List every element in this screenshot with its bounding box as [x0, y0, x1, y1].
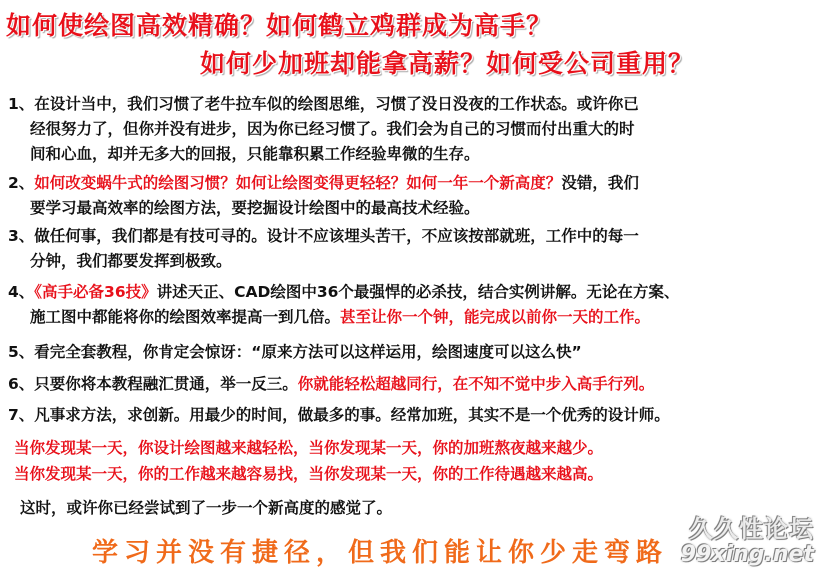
point-4-prefix: 4、 [8, 283, 35, 301]
watermark-url: 99xing.net [680, 542, 814, 567]
point-4-line-2-plain: 施工图中都能将你的绘图效率提高一到几倍。 [30, 308, 341, 326]
point-6-plain: 6、只要你将本教程融汇贯通，举一反三。 [8, 375, 298, 393]
headline-line-1: 如何使绘图高效精确？如何鹤立鸡群成为高手？ [6, 11, 553, 40]
point-4-line-2-highlight: 甚至让你一个钟，能完成以前你一天的工作。 [340, 308, 651, 326]
point-2-rest: 没错，我们 [561, 174, 639, 192]
point-3-line-2: 分钟，我们都要发挥到极致。 [30, 252, 232, 270]
slogan: 学习并没有捷径，但我们能让你少走弯路 [92, 538, 669, 568]
point-6-highlight: 你就能轻松超越同行，在不知不觉中步入高手行列。 [297, 375, 655, 393]
point-2-highlight: 如何改变蜗牛式的绘图习惯？如何让绘图变得更轻轻？如何一年一个新高度？ [34, 174, 562, 192]
watermark-cn: 久久性论坛 [689, 515, 814, 543]
point-7: 7、凡事求方法，求创新。用最少的时间，做最多的事。经常加班，其实不是一个优秀的设计师。 [8, 406, 670, 424]
point-4-highlight: 《高手必备36技》 [34, 283, 157, 301]
point-4-line-1 [8, 280, 679, 302]
point-1-line-3: 间和心血，却并无多大的回报，只能靠积累工作经验卑微的生存。 [30, 145, 480, 163]
point-3-line-1: 3、做任何事，我们都是有技可寻的。设计不应该埋头苦干，不应该按部就班，工作中的每一 [8, 227, 639, 245]
point-2-line-2: 要学习最高效率的绘图方法，要挖掘设计绘图中的最高技术经验。 [30, 199, 480, 217]
closing-line: 这时，或许你已经尝试到了一步一个新高度的感觉了。 [20, 499, 393, 517]
headline-line-2: 如何少加班却能拿高薪？如何受公司重用？ [200, 49, 695, 78]
point-4-rest: 讲述天正、CAD绘图中36个最强悍的必杀技，结合实例讲解。无论在方案、 [156, 283, 680, 301]
point-1-line-2: 经很努力了，但你并没有进步，因为你已经习惯了。我们会为自己的习惯而付出重大的时 [30, 120, 635, 138]
point-4-line-2 [30, 305, 650, 327]
point-6 [8, 372, 654, 394]
point-2-prefix: 2、 [8, 174, 35, 192]
someday-line-1: 当你发现某一天，你设计绘图越来越轻松，当你发现某一天，你的加班熬夜越来越少。 [14, 439, 604, 457]
point-2-line-1 [8, 171, 639, 193]
someday-line-2: 当你发现某一天，你的工作越来越容易找，当你发现某一天，你的工作待遇越来越高。 [14, 465, 604, 483]
point-1-line-1: 1、在设计当中，我们习惯了老牛拉车似的绘图思维，习惯了没日没夜的工作状态。或许你已 [8, 95, 639, 113]
point-5: 5、看完全套教程，你肯定会惊讶：“原来方法可以这样运用，绘图速度可以这么快” [8, 343, 582, 361]
watermark [681, 509, 814, 567]
